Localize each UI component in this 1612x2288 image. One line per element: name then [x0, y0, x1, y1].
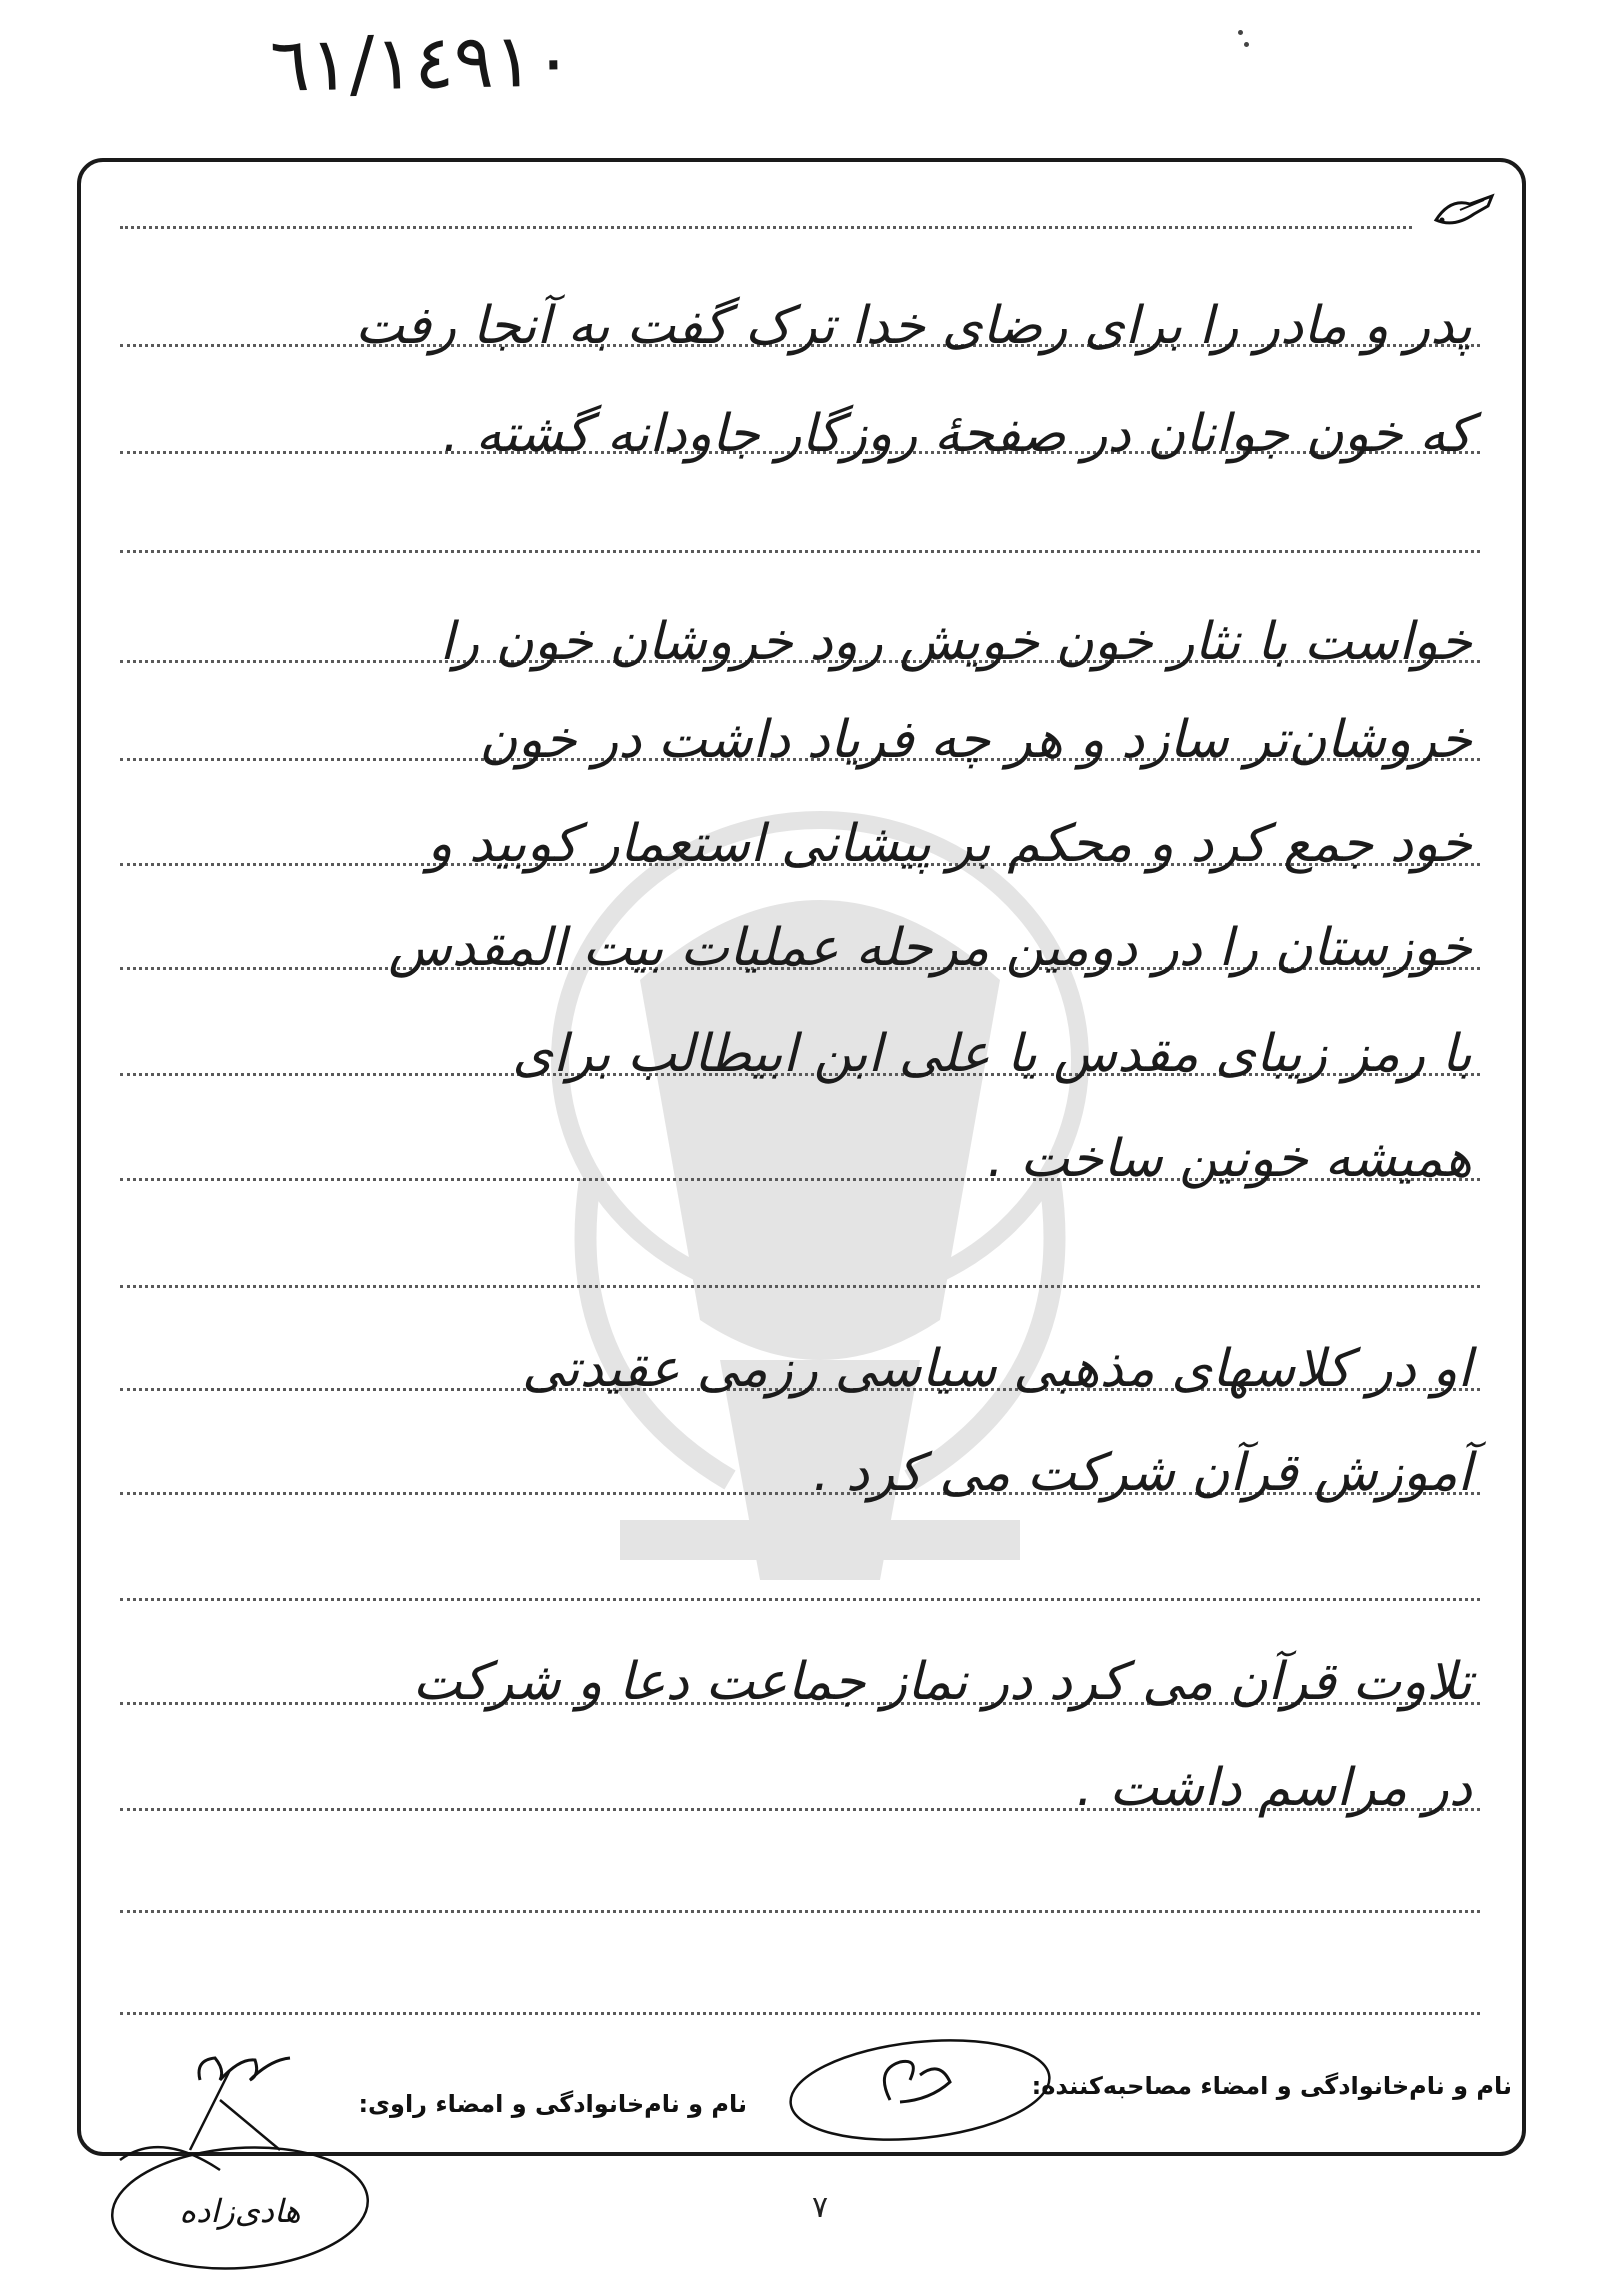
ruled-line	[120, 1285, 1480, 1288]
handwritten-line: پدر و مادر را برای رضای خدا ترک گفت به آنجا رفت	[355, 296, 1472, 356]
interviewer-signature	[780, 2030, 1060, 2150]
narrator-signature	[100, 2130, 380, 2280]
ruled-line	[120, 550, 1480, 553]
handwritten-line: خروشان‌تر سازد و هر چه فریاد داشت در خون	[479, 710, 1472, 770]
handwritten-line: او در کلاسهای مذهبی سیاسی رزمی عقیدتی	[521, 1339, 1472, 1399]
narrator-signature-label: نام و نام‌خانوادگی و امضاء راوی:	[358, 2090, 747, 2118]
handwritten-line: همیشه خونین ساخت .	[987, 1129, 1472, 1189]
interviewer-signature-label: نام و نام‌خانوادگی و امضاء مصاحبه‌کننده:	[1031, 2072, 1512, 2100]
ruled-line	[120, 1910, 1480, 1913]
handwritten-line: خوزستان را در دومین مرحله عملیات بیت المقدس	[388, 918, 1472, 978]
ruled-line	[120, 2012, 1480, 2015]
handwritten-line: که خون جوانان در صفحهٔ روزگار جاودانه گشته .	[442, 404, 1472, 464]
handwritten-line: در مراسم داشت .	[1076, 1758, 1472, 1818]
pen-icon	[1430, 190, 1502, 230]
handwritten-line: آموزش قرآن شرکت می کرد .	[813, 1443, 1472, 1503]
ruled-line	[120, 1598, 1480, 1601]
page-number: ۷	[812, 2190, 829, 2225]
archive-number: ٦١/١٤٩١٠	[269, 17, 574, 109]
narrator-signature-name: هادی‌زاده	[179, 2192, 301, 2230]
handwritten-line: خواست با نثار خون خویش رود خروشان خون را	[439, 612, 1472, 672]
handwritten-line: خود جمع کرد و محکم بر پیشانی استعمار کوبید و	[427, 814, 1472, 874]
handwritten-line: تلاوت قرآن می کرد در نماز جماعت دعا و شرکت	[412, 1652, 1472, 1712]
handwritten-line: با رمز زیبای مقدس یا علی ابن ابیطالب برای	[512, 1024, 1472, 1084]
ruled-line	[120, 226, 1412, 229]
